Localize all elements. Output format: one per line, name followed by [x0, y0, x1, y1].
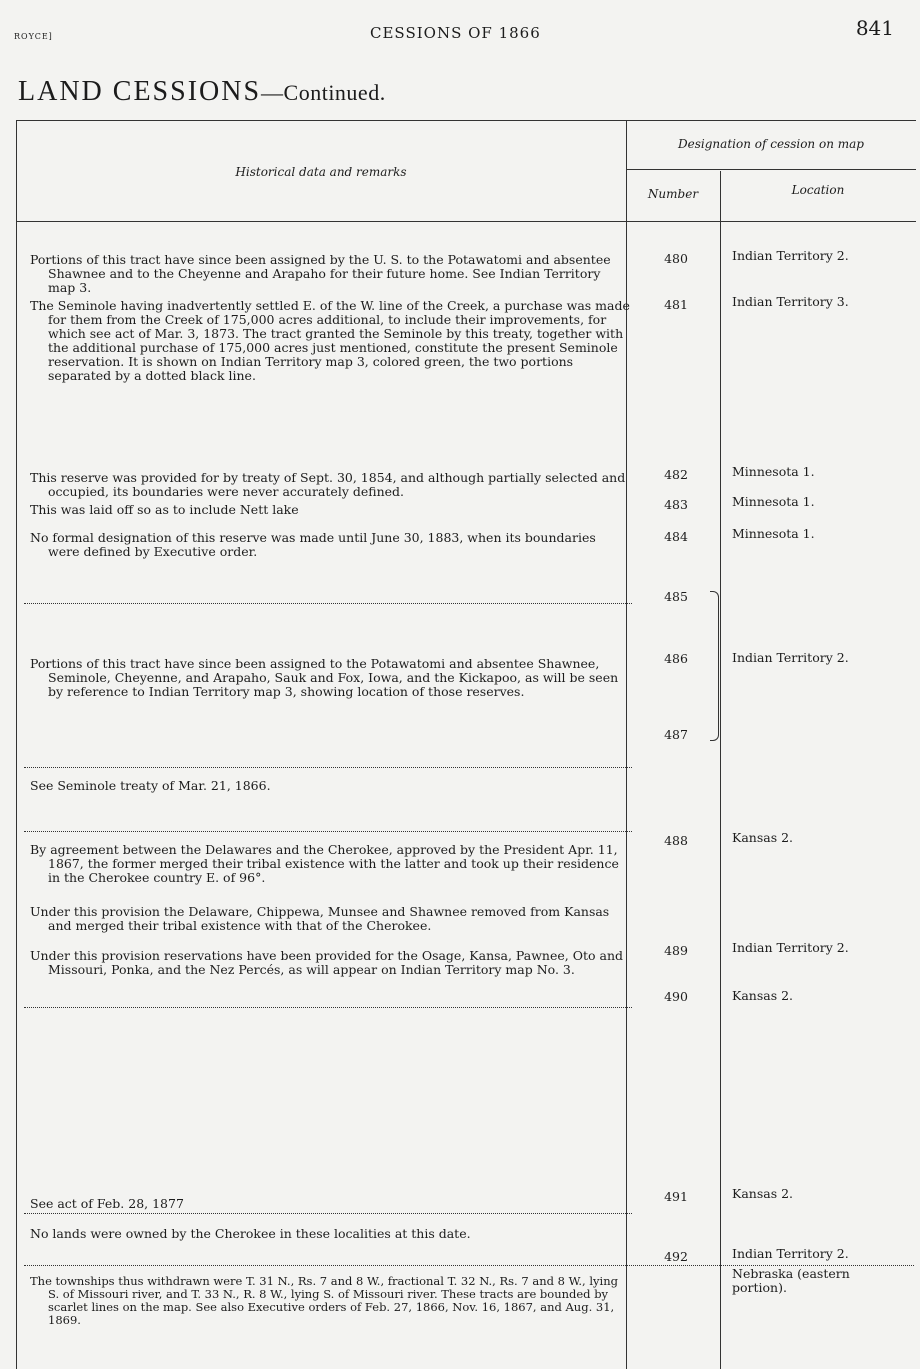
cession-location: Kansas 2. — [732, 830, 794, 845]
cession-location: Nebraska (eastern portion). — [732, 1266, 850, 1295]
remark-483: This was laid off so as to include Nett lake — [30, 502, 299, 517]
dotted-separator — [24, 831, 632, 832]
dotted-separator — [24, 767, 632, 768]
cession-number: 490 — [664, 989, 688, 1004]
cession-number: 492 — [664, 1249, 688, 1264]
cession-location: Indian Territory 2. — [732, 248, 849, 263]
running-header — [0, 10, 920, 40]
remark-481: The Seminole having inadvertently settled E. of the W. line of the Creek, a purchase was made for them from the Creek of 175,000 acres additional, to include their improvements, for which see act of Mar. 3, 1873. The tract granted the Seminole by this treaty, together with the additional purchase of 175,000 acres just mentioned, constitute the present Seminole reservation. It is shown on Indian Territory map 3, colored green, the two portions separated by a dotted black line. — [30, 298, 630, 383]
page-number: 841 — [855, 16, 894, 40]
cession-location: Minnesota 1. — [732, 464, 815, 479]
dotted-separator — [24, 603, 632, 604]
cession-number: 484 — [664, 529, 688, 544]
cession-number: 489 — [664, 943, 688, 958]
remark-townships: The townships thus withdrawn were T. 31 N., Rs. 7 and 8 W., fractional T. 32 N., Rs. 7 and 8 W., lying S. of Missouri river, and T. 33 N., R. 8 W., lying S. of Missouri river. These tracts are bounded by scarlet lines on the map. See also Executive orders of Feb. 27, 1866, Nov. 16, 1867, and Aug. 31, 1869. — [30, 1274, 618, 1327]
header-number: Number — [647, 187, 699, 201]
remark-seminole: See Seminole treaty of Mar. 21, 1866. — [30, 778, 271, 793]
remark-cherokee-lands: No lands were owned by the Cherokee in these localities at this date. — [30, 1226, 471, 1241]
table-left-rule — [16, 121, 17, 1369]
cession-location: Minnesota 1. — [732, 494, 815, 509]
cession-location: Minnesota 1. — [732, 526, 815, 541]
remark-act-1877: See act of Feb. 28, 1877 — [30, 1196, 184, 1211]
cession-location: Indian Territory 2. — [732, 940, 849, 955]
cession-number: 480 — [664, 251, 688, 266]
cession-number: 488 — [664, 833, 688, 848]
brace-485-487 — [710, 591, 719, 741]
section-title-continued: —Continued. — [261, 80, 386, 105]
cession-number: 482 — [664, 467, 688, 482]
cession-number: 481 — [664, 297, 688, 312]
remark-osage: Under this provision reservations have been provided for the Osage, Kansa, Pawnee, Oto and Missouri, Ponka, and the Nez Percés, as will appear on Indian Territory map No. 3. — [30, 948, 623, 977]
dotted-separator — [24, 1213, 632, 1214]
remark-delaware-removal: Under this provision the Delaware, Chippewa, Munsee and Shawnee removed from Kansas and merged their tribal existence with that of the Cherokee. — [30, 904, 610, 933]
header-location: Location — [791, 183, 845, 197]
cession-number: 491 — [664, 1189, 688, 1204]
cession-number: 485 — [664, 589, 688, 604]
section-title — [18, 76, 386, 108]
remark-484: No formal designation of this reserve was made until June 30, 1883, when its boundaries were defined by Executive order. — [30, 530, 596, 559]
header-bottom-rule — [16, 221, 916, 222]
header-title: CESSIONS OF 1866 — [370, 24, 541, 42]
cession-number: 483 — [664, 497, 688, 512]
cession-number: 487 — [664, 727, 688, 742]
header-remarks: Historical data and remarks — [235, 165, 407, 179]
cession-location: Kansas 2. — [732, 1186, 794, 1201]
remark-480: Portions of this tract have since been assigned by the U. S. to the Potawatomi and absentee Shawnee and to the Cheyenne and Arapaho for their future home. See Indian Territory map 3. — [30, 252, 611, 295]
cession-location: Kansas 2. — [732, 988, 794, 1003]
header-group-rule — [626, 169, 916, 170]
cession-location: Indian Territory 2. — [732, 650, 849, 665]
remark-482: This reserve was provided for by treaty of Sept. 30, 1854, and although partially selected and occupied, its boundaries were never accurately defined. — [30, 470, 626, 499]
dotted-separator — [24, 1007, 632, 1008]
section-title-main: LAND CESSIONS — [18, 76, 262, 107]
cession-location: Indian Territory 2. — [732, 1246, 849, 1261]
header-author: ROYCE] — [14, 32, 53, 41]
remark-485-487: Portions of this tract have since been assigned to the Potawatomi and absentee Shawnee, Seminole, Cheyenne, and Arapaho, Sauk and Fox, Iowa, and the Kickapoo, as will be seen by reference to Indian Territory map 3, showing location of those reserves. — [30, 656, 619, 699]
cessions-table — [16, 120, 916, 1369]
header-designation: Designation of cession on map — [678, 137, 864, 151]
cession-number: 486 — [664, 651, 688, 666]
cession-location: Indian Territory 3. — [732, 294, 849, 309]
remark-delawares: By agreement between the Delawares and the Cherokee, approved by the President Apr. 11, 1867, the former merged their tribal existence with the latter and took up their residence in the Cherokee country E. of 96°. — [30, 842, 619, 885]
